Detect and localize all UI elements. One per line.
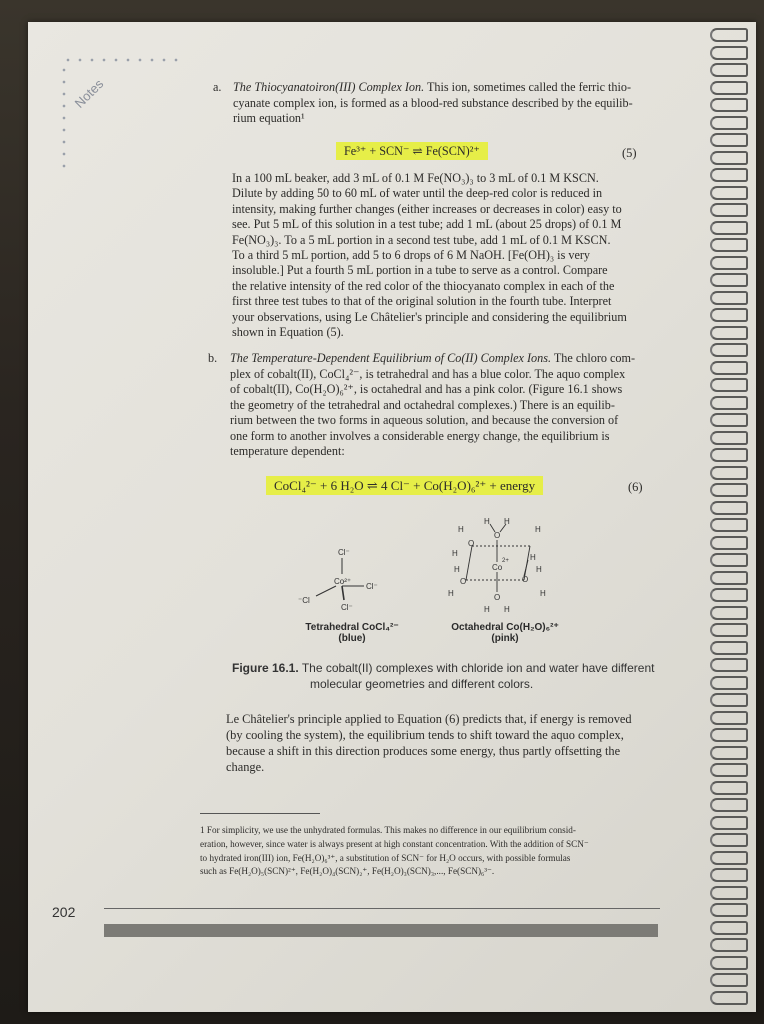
equation-6 [266,478,543,493]
part-a-title: The Thiocyanatoiron(III) Complex Ion. [233,80,425,94]
binding-coil [710,431,748,445]
octa-h9: H [448,589,454,598]
binding-coil [710,903,748,917]
binding-coil [710,501,748,515]
octa-h6: H [454,565,460,574]
binding-coil [710,781,748,795]
binding-coil [710,413,748,427]
lechatelier-line: Le Châtelier's principle applied to Equation (6) predicts that, if energy is removed [226,712,632,726]
binding-coil [710,536,748,550]
part-b-line: temperature dependent: [230,444,345,459]
binding-coil [710,641,748,655]
bottom-rule [104,908,660,909]
octa-h11: H [484,605,490,614]
binding-coil [710,168,748,182]
procedure-line: your observations, using Le Châtelier's principle and considering the equilibrium [232,309,627,324]
part-b-line: one form to another involves a considerable energy change, the equilibrium is [230,428,610,443]
binding-coil [710,921,748,935]
octa-co: Co [492,563,503,572]
binding-coil [710,28,748,42]
binding-coil [710,886,748,900]
binding-coil [710,186,748,200]
octa-charge: 2+ [502,558,509,564]
binding-coil [710,151,748,165]
binding-coil [710,63,748,77]
part-a-intro-line1 [233,80,663,95]
binding-coil [710,711,748,725]
figure-caption [232,660,662,692]
binding-coil [710,203,748,217]
caption-label: Figure 16.1. [232,661,299,675]
octa-h1: H [484,517,490,526]
caption-text: The cobalt(II) complexes with chloride ion and water have different [301,661,655,675]
tetra-label-2: (blue) [338,633,366,644]
binding-coil [710,588,748,602]
binding-coil [710,291,748,305]
part-b-line: the geometry of the tetrahedral and octahedral complexes.) There is an equilib- [230,397,615,412]
tetra-co: Co²⁺ [334,577,352,586]
part-b-title: The Temperature-Dependent Equilibrium of Co(II) Complex Ions. [230,351,552,365]
binding-coil [710,973,748,987]
binding-coil [710,833,748,847]
octa-label-2: (pink) [491,633,519,644]
part-b-text: The chloro com- [553,351,636,365]
binding-coil [710,763,748,777]
procedure-line: In a 100 mL beaker, add 3 mL of 0.1 M Fe(NO₃)₃ to 3 mL of 0.1 M KSCN. [232,171,599,185]
binding-coil [710,571,748,585]
procedure-line: Dilute by adding 50 to 60 mL of water until the deep-red color is reduced in [232,186,603,201]
binding-coil [710,938,748,952]
tetra-cl-top: Cl⁻ [338,548,350,557]
binding-coil [710,676,748,690]
lechatelier-line: change. [226,760,265,774]
binding-coil [710,518,748,532]
binding-coil [710,238,748,252]
binding-coil [710,256,748,270]
part-b-line1 [230,351,670,366]
binding-coil [710,116,748,130]
part-b-line: rium between the two forms in aqueous solution, and because the conversion of [230,413,619,428]
lechatelier-line: (by cooling the system), the equilibrium tends to shift toward the aquo complex, [226,728,624,742]
binding-coil [710,868,748,882]
octa-o-left: O [460,577,467,586]
procedure-line: the relative intensity of the red color of the thiocyanato complex in each of the [232,278,615,293]
binding-coil [710,851,748,865]
procedure-line: insoluble.] Put a fourth 5 mL portion in a tube to serve as a control. Compare [232,263,608,278]
binding-coil [710,308,748,322]
binding-coil [710,396,748,410]
binding-coil [710,133,748,147]
part-b-line: of cobalt(II), Co(H₂O)₆²⁺, is octahedral and has a pink color. (Figure 16.1 shows [230,382,623,397]
binding-coil [710,326,748,340]
octa-h8: H [536,565,542,574]
octa-h4: H [535,525,541,534]
octa-o-bottom: O [494,593,501,602]
octa-h12: H [504,605,510,614]
binding-coil [710,221,748,235]
part-b-body [230,367,670,459]
tetra-cl-right: Cl⁻ [366,582,378,591]
octa-label-1: Octahedral Co(H₂O)₆²⁺ [451,622,559,633]
binding-coil [710,98,748,112]
footer-bar [104,924,658,937]
part-a-procedure [232,171,672,340]
equation-5-number: (5) [622,146,637,160]
binding-coil [710,448,748,462]
binding-coil [710,553,748,567]
binding-coil [710,798,748,812]
footnote [200,824,656,879]
tetra-cl-left: ⁻Cl [298,596,310,605]
part-b-line: plex of cobalt(II), CoCl₄²⁻, is tetrahedral and has a blue color. The aquo complex [230,367,626,381]
footnote-line: 1 For simplicity, we use the unhydrated formulas. This makes no difference in our equilibrium consid- [200,825,576,835]
binding-coil [710,693,748,707]
octa-o-top: O [494,531,501,540]
procedure-line: Fe(NO₃)₃. To a 5 mL portion in a second test tube, add 1 mL of 0.1 M KSCN. [232,232,611,247]
equation-6-number: (6) [628,480,643,494]
part-a-intro-line2: cyanate complex ion, is formed as a blood-red substance described by the equilib- [233,96,633,110]
binding-coil [710,658,748,672]
part-a-marker: a. [213,80,222,94]
procedure-line: To a third 5 mL portion, add 5 to 6 drops of 6 M NaOH. [Fe(OH)₃ is very [232,248,591,263]
binding-coil [710,483,748,497]
footnote-line: to hydrated iron(III) ion, Fe(H₂O)₆³⁺, a substitution of SCN⁻ for H₂O occurs, with possible formulas [200,852,571,863]
tetra-label [292,622,412,644]
part-a-intro-line3: rium equation¹ [233,111,305,125]
lechatelier-line: because a shift in this direction produces some energy, thus partly offsetting the [226,744,621,758]
footnote-line: eration, however, since water is always present at high constant concentration. With the addition of SCN⁻ [200,838,589,849]
binding-coil [710,343,748,357]
footnote-rule [200,813,320,814]
binding-coil [710,746,748,760]
octa-o-ul: O [468,539,475,548]
binding-coil [710,623,748,637]
notes-label: Notes [71,76,107,111]
equation-5-text: Fe³⁺ + SCN⁻ ⇌ Fe(SCN)²⁺ [336,142,488,160]
binding-coil [710,606,748,620]
octa-h5: H [452,549,458,558]
binding-coil [710,728,748,742]
binding-coil [710,991,748,1005]
binding-coil [710,361,748,375]
part-a-intro-text: This ion, sometimes called the ferric thio- [426,80,632,94]
octa-h3: H [458,525,464,534]
binding-coil [710,81,748,95]
octa-h7: H [530,553,536,562]
notes-dots-left [62,64,66,174]
equation-6-text: CoCl₄²⁻ + 6 H₂O ⇌ 4 Cl⁻ + Co(H₂O)₆²⁺ + energy [266,476,543,495]
tetrahedral-structure [280,544,390,624]
caption-text-2: molecular geometries and different colors. [310,677,534,691]
procedure-line: first three test tubes to that of the original solution in the fourth tube. Interpret [232,294,612,309]
lechatelier-paragraph [226,711,666,775]
part-b-marker: b. [208,351,218,365]
octahedral-structure [440,516,560,616]
tetra-cl-bottom: Cl⁻ [341,603,353,612]
equation-5 [336,144,488,159]
binding-coil [710,816,748,830]
binding-coil [710,956,748,970]
binding-coil [710,378,748,392]
page-number: 202 [52,904,76,920]
procedure-line: shown in Equation (5). [232,325,344,340]
octa-h10: H [540,589,546,598]
procedure-line: intensity, making further changes (either increases or decreases in color) easy to [232,201,622,216]
binding-coil [710,273,748,287]
spiral-binding [716,22,758,1012]
procedure-line: see. Put 5 mL of this solution in a test tube; add 1 mL (about 25 drops) of 0.1 M [232,217,622,232]
octa-o-right: O [522,575,529,584]
binding-coil [710,46,748,60]
octa-h2: H [504,517,510,526]
octa-label [440,622,570,644]
tetra-label-1: Tetrahedral CoCl₄²⁻ [305,622,399,633]
binding-coil [710,466,748,480]
footnote-line: such as Fe(H₂O)₅(SCN)²⁺, Fe(H₂O)₄(SCN)₂⁺, Fe(H₂O)₃(SCN)₃,..., Fe(SCN)₆³⁻. [200,866,495,877]
notes-dots-top [62,58,182,62]
